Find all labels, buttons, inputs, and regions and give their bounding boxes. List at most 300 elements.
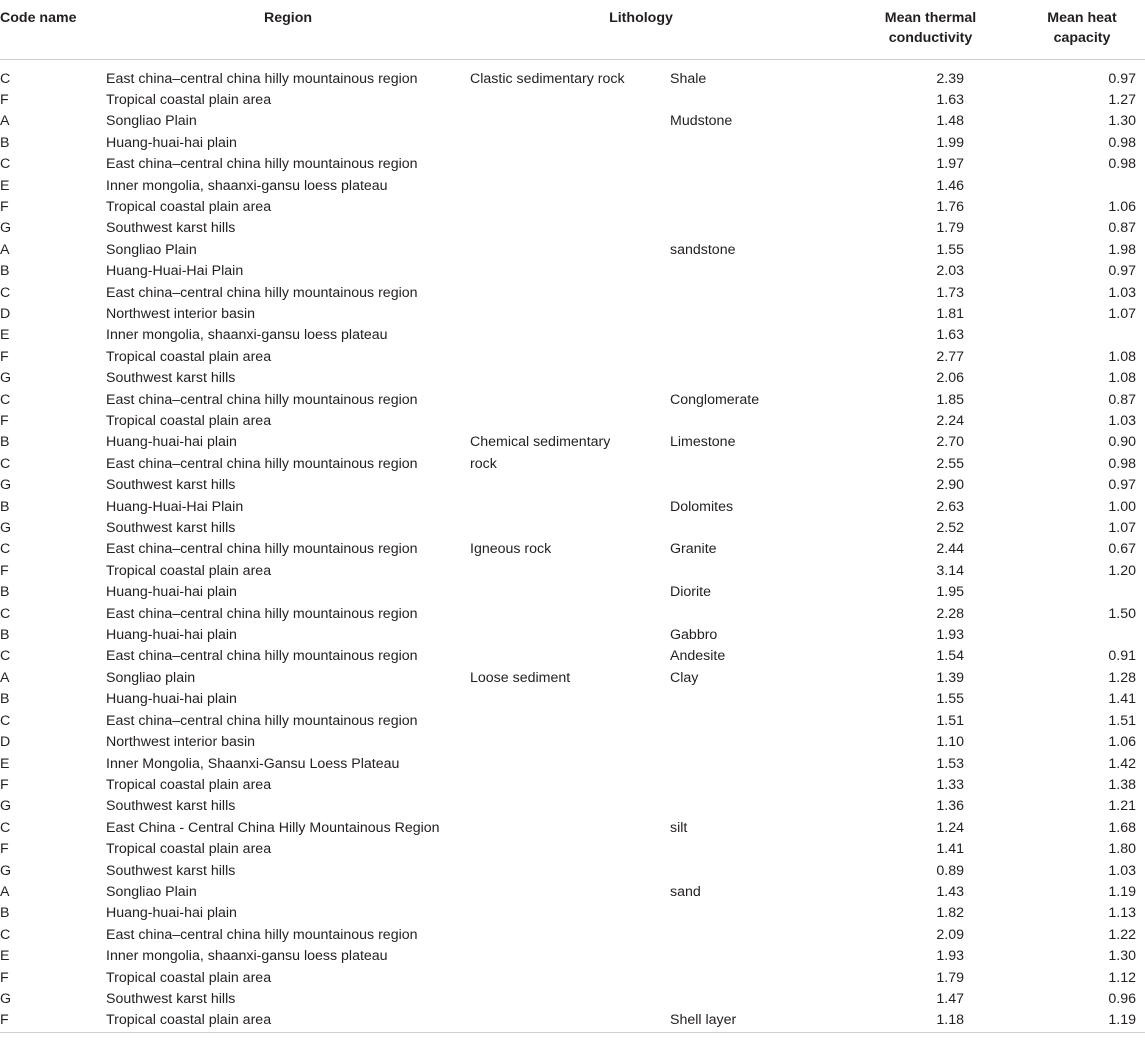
code-cell: E <box>0 327 10 344</box>
thermal-conductivity-cell: 1.73 <box>936 284 964 301</box>
rock-type-cell <box>670 454 812 475</box>
heat-capacity-cell: 1.03 <box>1108 862 1136 879</box>
heat-capacity-cell: 1.80 <box>1108 841 1136 858</box>
rock-type-cell <box>670 925 812 946</box>
table-row <box>0 968 1145 989</box>
thermal-conductivity-cell: 1.99 <box>936 134 964 151</box>
code-cell: B <box>0 627 10 644</box>
code-cell: A <box>0 669 10 686</box>
code-cell: F <box>0 348 9 365</box>
rock-class-cell <box>470 775 670 796</box>
table-row <box>0 218 1145 239</box>
table-body <box>0 59 1145 1032</box>
region-cell: East china–central china hilly mountainous region <box>106 284 418 301</box>
table-row <box>0 59 1145 90</box>
code-cell: C <box>0 391 11 408</box>
rock-class-cell <box>470 154 670 175</box>
table-row <box>0 325 1145 346</box>
heat-capacity-cell: 1.19 <box>1009 1010 1145 1032</box>
thermal-conductivity-cell: 2.44 <box>936 541 964 558</box>
region-cell: East china–central china hilly mountainous region <box>106 391 418 408</box>
rock-type-cell <box>670 411 812 432</box>
region-cell: Huang-huai-hai plain <box>106 434 237 451</box>
thermal-conductivity-cell: 2.24 <box>936 413 964 429</box>
code-cell: B <box>0 134 10 151</box>
table-row <box>0 347 1145 368</box>
thermal-conductivity-cell: 2.03 <box>936 263 964 280</box>
thermal-conductivity-cell: 2.77 <box>936 348 964 365</box>
rock-class-cell <box>470 475 670 496</box>
table-row <box>0 711 1145 732</box>
table-row <box>0 1010 1145 1032</box>
rock-class-cell <box>470 176 670 197</box>
table-row <box>0 882 1145 903</box>
code-cell: E <box>0 755 10 772</box>
header-heat-capacity: Mean heat capacity <box>1009 0 1145 59</box>
table-row <box>0 283 1145 304</box>
heat-capacity-cell: 1.08 <box>1108 348 1136 365</box>
thermal-conductivity-cell: 2.70 <box>936 434 964 451</box>
region-cell: East china–central china hilly mountainous region <box>106 541 418 558</box>
table-row <box>0 561 1145 582</box>
rock-class-cell <box>470 90 670 111</box>
heat-capacity-cell: 1.30 <box>1108 113 1136 130</box>
code-cell: C <box>0 541 11 558</box>
table-row <box>0 154 1145 175</box>
code-cell: C <box>0 455 11 472</box>
heat-capacity-cell: 0.98 <box>1108 455 1136 472</box>
code-cell: D <box>0 734 11 751</box>
thermal-conductivity-cell: 2.06 <box>936 370 964 387</box>
region-cell: East china–central china hilly mountainous region <box>106 156 418 173</box>
rock-type-cell <box>670 989 812 1010</box>
code-cell: G <box>0 798 12 815</box>
code-cell: B <box>0 263 10 280</box>
region-cell: Inner mongolia, shaanxi-gansu loess plateau <box>106 948 388 965</box>
rock-class-cell <box>470 989 670 1010</box>
rock-class-cell: Igneous rock <box>470 541 552 558</box>
rock-class-cell <box>470 968 670 989</box>
thermal-conductivity-cell: 1.81 <box>936 305 964 322</box>
rock-type-cell <box>670 176 812 197</box>
heat-capacity-cell: 1.42 <box>1108 755 1136 772</box>
heat-capacity-cell: 0.97 <box>1108 477 1136 494</box>
heat-capacity-cell: 0.98 <box>1108 134 1136 151</box>
rock-type-cell <box>670 368 812 389</box>
rock-type-cell: Clay <box>670 669 699 686</box>
code-cell: F <box>0 91 9 108</box>
heat-capacity-cell: 1.00 <box>1108 498 1136 515</box>
thermal-conductivity-cell: 1.93 <box>936 948 964 965</box>
table-row <box>0 582 1145 603</box>
heat-capacity-cell: 0.91 <box>1108 648 1136 665</box>
rock-type-cell <box>670 903 812 924</box>
heat-capacity-cell: 1.50 <box>1108 605 1136 622</box>
region-cell: Tropical coastal plain area <box>106 1010 470 1032</box>
heat-capacity-cell: 1.22 <box>1108 926 1136 943</box>
code-cell: G <box>0 520 12 537</box>
code-cell: B <box>0 905 10 922</box>
table-row <box>0 946 1145 967</box>
thermal-conductivity-cell: 1.18 <box>812 1010 1009 1032</box>
table-row <box>0 518 1145 539</box>
rock-type-cell <box>670 304 812 325</box>
rock-class-cell <box>470 946 670 967</box>
rock-type-cell: Granite <box>670 541 717 558</box>
thermal-conductivity-cell: 1.51 <box>936 712 964 729</box>
code-cell: E <box>0 948 10 965</box>
rock-class-cell <box>470 711 670 732</box>
region-cell: Songliao Plain <box>106 113 197 130</box>
code-cell: B <box>0 691 10 708</box>
region-cell: Southwest karst hills <box>106 520 236 537</box>
thermal-conductivity-cell: 1.54 <box>936 648 964 665</box>
rock-class-cell <box>470 497 670 518</box>
rock-type-cell <box>670 711 812 732</box>
rock-type-cell: Gabbro <box>670 627 718 644</box>
heat-capacity-cell: 0.96 <box>1108 990 1136 1007</box>
table-row <box>0 818 1145 839</box>
code-cell: F <box>0 198 9 215</box>
thermal-conductivity-cell: 2.55 <box>936 455 964 472</box>
table-row <box>0 925 1145 946</box>
thermal-conductivity-cell: 2.63 <box>936 498 964 515</box>
thermal-conductivity-cell: 1.24 <box>936 819 964 836</box>
region-cell: Huang-huai-hai plain <box>106 627 237 644</box>
heat-capacity-cell: 1.98 <box>1108 241 1136 258</box>
heat-capacity-cell: 1.19 <box>1108 883 1136 900</box>
region-cell: Tropical coastal plain area <box>106 562 272 579</box>
code-cell: A <box>0 883 10 900</box>
rock-type-cell <box>670 775 812 796</box>
region-cell: Songliao Plain <box>106 883 197 900</box>
rock-class-cell <box>470 625 670 646</box>
thermal-conductivity-cell: 1.76 <box>936 198 964 215</box>
heat-capacity-cell <box>1009 582 1145 603</box>
rock-type-cell <box>670 475 812 496</box>
heat-capacity-cell: 1.38 <box>1108 776 1136 793</box>
thermal-conductivity-cell: 1.63 <box>936 327 964 344</box>
heat-capacity-cell: 0.98 <box>1108 156 1136 173</box>
thermal-conductivity-cell: 1.33 <box>936 776 964 793</box>
thermal-conductivity-cell: 1.55 <box>936 691 964 708</box>
table-row <box>0 989 1145 1010</box>
rock-class-cell <box>470 903 670 924</box>
region-cell: Southwest karst hills <box>106 477 236 494</box>
heat-capacity-cell: 1.06 <box>1108 198 1136 215</box>
table-row <box>0 261 1145 282</box>
rock-type-cell <box>670 946 812 967</box>
thermal-conductivity-cell: 1.43 <box>936 883 964 900</box>
thermal-conductivity-cell: 1.47 <box>936 990 964 1007</box>
region-cell: East china–central china hilly mountainous region <box>106 926 418 943</box>
code-cell: A <box>0 113 10 130</box>
rock-class-cell <box>470 604 670 625</box>
rock-type-cell: Shell layer <box>670 1010 812 1032</box>
rock-type-cell <box>670 968 812 989</box>
code-cell: C <box>0 712 11 729</box>
table-row <box>0 604 1145 625</box>
table-row <box>0 197 1145 218</box>
region-cell: Southwest karst hills <box>106 798 236 815</box>
region-cell: Northwest interior basin <box>106 305 256 322</box>
code-cell: G <box>0 477 12 494</box>
region-cell: Southwest karst hills <box>106 990 236 1007</box>
rock-class-cell <box>470 240 670 261</box>
rock-type-cell <box>670 861 812 882</box>
region-cell: Huang-huai-hai plain <box>106 905 237 922</box>
heat-capacity-cell: 0.97 <box>1108 70 1136 87</box>
heat-capacity-cell: 1.06 <box>1108 734 1136 751</box>
code-cell: C <box>0 819 11 836</box>
region-cell: East china–central china hilly mountainous region <box>106 712 418 729</box>
region-cell: Southwest karst hills <box>106 370 236 387</box>
heat-capacity-cell: 1.51 <box>1108 712 1136 729</box>
rock-type-cell: Dolomites <box>670 498 734 515</box>
thermal-conductivity-cell: 2.28 <box>936 605 964 622</box>
code-cell: F <box>0 1010 106 1032</box>
rock-class-cell: Loose sediment <box>470 669 571 686</box>
heat-capacity-cell <box>1009 176 1145 197</box>
region-cell: Inner mongolia, shaanxi-gansu loess plateau <box>106 177 388 194</box>
code-cell: F <box>0 841 9 858</box>
rock-class-cell <box>470 390 670 411</box>
header-lithology: Lithology <box>470 0 812 59</box>
rock-type-cell <box>670 689 812 710</box>
rock-class-cell <box>470 1010 670 1032</box>
code-cell: F <box>0 969 9 986</box>
heat-capacity-cell: 1.41 <box>1108 691 1136 708</box>
region-cell: Huang-Huai-Hai Plain <box>106 498 244 515</box>
thermal-conductivity-cell: 2.90 <box>936 477 964 494</box>
heat-capacity-cell: 1.07 <box>1108 520 1136 537</box>
rock-class-cell <box>470 861 670 882</box>
region-cell: Southwest karst hills <box>106 862 236 879</box>
heat-capacity-cell: 0.67 <box>1108 541 1136 558</box>
region-cell: Tropical coastal plain area <box>106 841 272 858</box>
table-row <box>0 133 1145 154</box>
heat-capacity-cell: 1.28 <box>1108 669 1136 686</box>
table-row <box>0 646 1145 667</box>
rock-type-cell: Limestone <box>670 434 736 451</box>
rock-class-cell <box>470 368 670 389</box>
region-cell: Songliao Plain <box>106 241 197 258</box>
heat-capacity-cell: 1.07 <box>1108 305 1136 322</box>
rock-type-cell <box>670 754 812 775</box>
table-row <box>0 368 1145 389</box>
heat-capacity-cell: 0.87 <box>1108 391 1136 408</box>
rock-class-label: Chemical sedimentary rock <box>470 434 611 472</box>
code-cell: G <box>0 220 12 237</box>
header-region: Region <box>106 0 470 59</box>
rock-class-cell <box>470 882 670 903</box>
heat-capacity-cell: 1.12 <box>1108 969 1136 986</box>
code-cell: C <box>0 926 11 943</box>
region-cell: Tropical coastal plain area <box>106 969 272 986</box>
heat-capacity-cell: 0.97 <box>1108 263 1136 280</box>
code-cell: B <box>0 584 10 601</box>
code-cell: C <box>0 156 11 173</box>
heat-capacity-cell: 1.03 <box>1108 284 1136 301</box>
thermal-conductivity-cell: 3.14 <box>936 562 964 579</box>
thermal-conductivity-cell: 1.79 <box>936 220 964 237</box>
rock-type-cell <box>670 518 812 539</box>
thermal-conductivity-cell: 1.48 <box>936 113 964 130</box>
code-cell: B <box>0 434 10 451</box>
region-cell: Tropical coastal plain area <box>106 198 272 215</box>
region-cell: Inner Mongolia, Shaanxi-Gansu Loess Plateau <box>106 755 400 772</box>
table-row <box>0 903 1145 924</box>
region-cell: East china–central china hilly mountainous region <box>106 455 418 472</box>
rock-type-cell: sandstone <box>670 241 736 258</box>
code-cell: D <box>0 305 11 322</box>
rock-type-cell <box>670 197 812 218</box>
code-cell: F <box>0 413 9 429</box>
rock-class-cell <box>470 261 670 282</box>
thermal-conductivity-cell: 2.52 <box>936 520 964 537</box>
region-cell: Songliao plain <box>106 669 196 686</box>
table-row <box>0 475 1145 496</box>
heat-capacity-cell: 0.87 <box>1108 220 1136 237</box>
rock-class-cell <box>470 133 670 154</box>
rock-type-cell <box>670 325 812 346</box>
rock-class-cell <box>470 689 670 710</box>
region-cell: East china–central china hilly mountainous region <box>106 648 418 665</box>
code-cell: C <box>0 605 11 622</box>
rock-type-cell <box>670 283 812 304</box>
rock-type-cell <box>670 796 812 817</box>
region-cell: Tropical coastal plain area <box>106 348 272 365</box>
code-cell: G <box>0 862 12 879</box>
code-cell: C <box>0 70 11 87</box>
rock-class-cell <box>470 796 670 817</box>
rock-class-cell <box>470 218 670 239</box>
rock-class-cell <box>470 925 670 946</box>
rock-class-cell: Clastic sedimentary rock <box>470 70 625 87</box>
heat-capacity-cell: 1.08 <box>1108 370 1136 387</box>
region-cell: Huang-huai-hai plain <box>106 134 237 151</box>
rock-class-cell <box>470 432 670 472</box>
rock-type-cell: sand <box>670 883 701 900</box>
code-cell: F <box>0 562 9 579</box>
rock-class-cell <box>470 411 670 432</box>
rock-class-cell <box>470 646 670 667</box>
rock-class-cell <box>470 111 670 132</box>
thermal-conductivity-cell: 1.36 <box>936 798 964 815</box>
table-row <box>0 839 1145 860</box>
code-cell: F <box>0 776 9 793</box>
code-cell: C <box>0 648 11 665</box>
region-cell: Huang-Huai-Hai Plain <box>106 263 244 280</box>
table-row <box>0 732 1145 753</box>
heat-capacity-cell: 1.30 <box>1108 948 1136 965</box>
table-row <box>0 796 1145 817</box>
table-row <box>0 90 1145 111</box>
thermal-conductivity-cell: 1.10 <box>936 734 964 751</box>
rock-class-cell <box>470 347 670 368</box>
thermal-conductivity-cell: 1.82 <box>936 905 964 922</box>
code-cell: C <box>0 284 11 301</box>
rock-type-cell <box>670 90 812 111</box>
thermal-conductivity-cell: 1.53 <box>936 755 964 772</box>
table-row <box>0 775 1145 796</box>
region-cell: Southwest karst hills <box>106 220 236 237</box>
code-cell: B <box>0 498 10 515</box>
region-cell: Northwest interior basin <box>106 734 256 751</box>
table-row <box>0 411 1145 432</box>
thermal-conductivity-cell: 1.95 <box>936 584 964 601</box>
table-row <box>0 861 1145 882</box>
region-cell: Huang-huai-hai plain <box>106 691 237 708</box>
thermal-conductivity-cell: 2.09 <box>936 926 964 943</box>
rock-type-cell <box>670 154 812 175</box>
thermal-conductivity-cell: 0.89 <box>936 862 964 879</box>
rock-type-cell: Shale <box>670 70 707 87</box>
region-cell: Inner mongolia, shaanxi-gansu loess plateau <box>106 327 388 344</box>
thermal-conductivity-cell: 1.39 <box>936 669 964 686</box>
rock-class-cell <box>470 561 670 582</box>
heat-capacity-cell: 1.21 <box>1108 798 1136 815</box>
thermal-conductivity-cell: 1.41 <box>936 841 964 858</box>
thermal-conductivity-cell: 1.97 <box>936 156 964 173</box>
rock-type-cell: Conglomerate <box>670 391 760 408</box>
thermal-conductivity-cell: 1.46 <box>936 177 964 194</box>
rock-type-cell <box>670 261 812 282</box>
rock-class-cell <box>470 304 670 325</box>
region-cell: Tropical coastal plain area <box>106 413 272 429</box>
code-cell: G <box>0 990 12 1007</box>
table-row <box>0 754 1145 775</box>
rock-type-cell <box>670 839 812 860</box>
rock-class-cell <box>470 283 670 304</box>
rock-class-cell <box>470 839 670 860</box>
rock-class-cell <box>470 818 670 839</box>
rock-class-cell <box>470 325 670 346</box>
table-row <box>0 668 1145 689</box>
table-row <box>0 176 1145 197</box>
code-cell: E <box>0 177 10 194</box>
table-row <box>0 111 1145 132</box>
heat-capacity-cell: 1.03 <box>1108 413 1136 429</box>
region-cell: East china–central china hilly mountainous region <box>106 605 418 622</box>
heat-capacity-cell <box>1009 325 1145 346</box>
thermal-conductivity-cell: 1.63 <box>936 91 964 108</box>
heat-capacity-cell: 1.27 <box>1108 91 1136 108</box>
table-row <box>0 625 1145 646</box>
header-code-name: Code name <box>0 0 106 59</box>
rock-type-cell: Mudstone <box>670 113 733 130</box>
rock-type-cell: silt <box>670 819 688 836</box>
thermal-conductivity-cell: 1.93 <box>936 627 964 644</box>
table-row <box>0 240 1145 261</box>
rock-type-cell <box>670 218 812 239</box>
code-cell: G <box>0 370 12 387</box>
rock-class-cell <box>470 732 670 753</box>
table-row <box>0 390 1145 411</box>
thermal-conductivity-cell: 2.39 <box>936 70 964 87</box>
thermal-conductivity-cell: 1.85 <box>936 391 964 408</box>
thermal-conductivity-cell: 1.55 <box>936 241 964 258</box>
heat-capacity-cell: 1.68 <box>1108 819 1136 836</box>
header-thermal-conductivity: Mean thermal conductivity <box>812 0 1009 59</box>
code-cell: A <box>0 241 10 258</box>
rock-type-cell <box>670 732 812 753</box>
table-row <box>0 539 1145 560</box>
rock-type-cell <box>670 347 812 368</box>
table-row <box>0 497 1145 518</box>
thermal-conductivity-cell: 1.79 <box>936 969 964 986</box>
rock-type-cell <box>670 604 812 625</box>
